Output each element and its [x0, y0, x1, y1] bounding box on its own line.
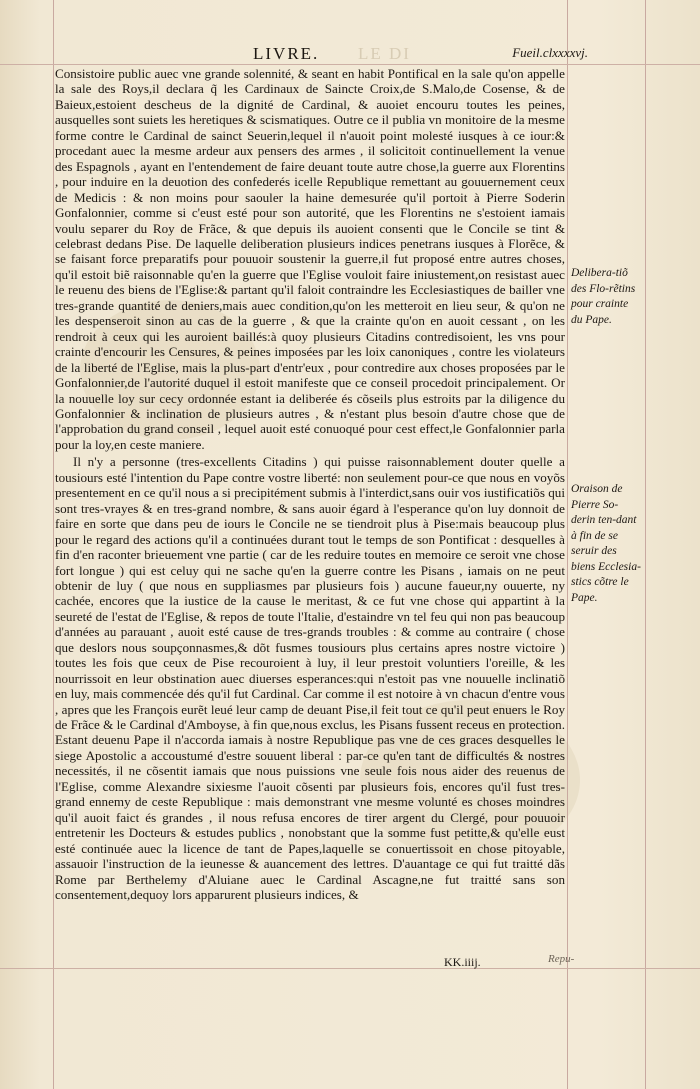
margin-note-deliberation: Delibera-tiõ des Flo-rẽtins pour crainte du Pape. — [571, 267, 636, 326]
show-through-title: LE DI — [358, 44, 411, 63]
running-title: LIVRE. — [253, 44, 320, 63]
page-header — [58, 44, 588, 66]
ruling-line-left — [53, 0, 54, 1089]
margin-note-oration: Oraison de Pierre So-derin ten-dant à fin de se seruir des biens Ecclesia-stics cõtre le Pape. — [571, 483, 641, 604]
catchword: Repu- — [548, 953, 575, 965]
main-text-block — [55, 66, 565, 902]
ruling-line-text-right — [567, 0, 568, 1089]
ruling-line-footer — [0, 968, 700, 969]
paragraph-oration: Il n'y a personne (tres-excellents Citadins ) qui puisse raisonnablement douter quelle a tousiours esté l'intention du Pape contre vostre liberté: non seulement pour-ce que nous en voyõs presentement en ce qu'il nous a si precipitément submis à l'interdict,sans ouir vos iustificatiõs qui sont tres-vrayes & en tres-grand nombre, & sans auoir égard à l'esperance qu'on luy donnoit de faire en sorte que dans peu de iours le Concile ne se tiendroit plus à Pise:mais beaucoup plus pour le regard des actions qu'il a continuées durant tout le temps de son Pontificat : desquelles à fin d'en raconter brieuement vne partie ( car de les reduire toutes en memoire ce seroit vne chose fort longue ) qui est celuy qui ne sache qu'en la guerre contre les Pisans , iamais on ne peut obtenir de luy ( que nous en suppliasmes par plusieurs fois ) aucune faueur,ny ouuerte, ny cachée, encores que la iustice de la cause le meritast, & ce fut vne chose qui appartint à la seureté de l'estat de l'Eglise, & repos de toute l'Italie, d'estaindre vn tel feu qui non pas beaucoup d'années au parauant , auoit esté cause de tres-grands troubles : & comme au contraire ( chose que deslors nous soupçonnasmes,& dõt fusmes tousiours plus certains apres nostre victoire ) toutes les fois que ceux de Pise recouroient à luy, il leur prestoit voluntiers l'oreille, & les nourrissoit en leur obstination auec diuerses esperances:qui n'estoit pas vne nouuelle inclinatiõ en luy, mais commencée dés qu'il fut Cardinal. Car comme il est notoire à vn chacun d'entre vous , apres que les François eurẽt leué leur camp de deuant Pise,il feit tout ce qu'il peut enuers le Roy de Frãce & le Cardinal d'Amboyse, à fin que,nous exclus, les Pisans fussent receus en protection. Estant deuenu Pape il n'accorda iamais à nostre Republique pas vne de ces graces desquelles le siege Apostolic a accoustumé d'estre souuent liberal : par-ce qu'en tant de difficultés & nostres necessités, il ne cõsentit iamais que nous puissions vne seule fois nous aider des reuenus de l'Eglise, comme Alexandre sixiesme l'auoit cõsenti par plusieurs fois, encores qu'il fust tres-grand ennemy de ceste Republique : mais demonstrant vne mesme volunté es choses moindres qu'il auoit faict és grandes , il nous refusa encores de tirer argent du Clergé, pour pouuoir entretenir les Docteurs & estudes publics , nonobstant que la somme fust petitte,& qu'elle eust esté continuée auec la licence de tant de Papes,laquelle se conuertissoit en chose pitoyable, assauoir l'instruction de la ieunesse & auancement des lettres. D'auantage ce qui fut traitté dãs Rome par Berthelemy d'Aluiane auec le Cardinal Ascagne,ne fut traitté sans son consentement,dequoy lors apparurent plusieurs indices, & — [55, 454, 565, 903]
paragraph-consistory: Consistoire public auec vne grande solennité, & seant en habit Pontifical en la sale qu'on appelle la sale des Roys,il declara q̃ les Cardinaux de Saincte Croix,de S.Malo,de Cosense, & de Baieux,estoient descheus de la dignité de Cardinal, & auoiet encouru toutes les peines, ausquelles sont suiets les heretiques & scismatiques. Outre ce il publia vn monitoire de la mesme forme contre le Cardinal de sainct Seuerin,lequel il n'auoit point molesté iusques à ce iour:& procedant auec la mesme ardeur aux pensers des armes , il solicitoit continuellement la venue des Espagnols , ayant en l'entendement de faire deuant toute autre chose,la guerre aux Florentins , pour induire en la deuotion des confederés icelle Republique remettant au gouuernement ceux de Medicis : & non moins pour saouler la haine demesurée qu'il portoit à Pierre Soderin Gonfalonnier, comme si c'eust esté pour son autorité, que les Florentins ne s'estoient iamais voulu separer du Roy de Frãce, & que depuis ils auoient consenti que le Concile se tint & celebrast dedans Pise. De laquelle deliberation plusieurs indices penetrans iusques à Florẽce, & se faisant force preparatifs pour pouuoir soustenir la guerre,il fut proposé entre autres choses, qu'il estoit biẽ raisonnable qu'en la guerre que l'Eglise vouloit faire iniustement,on resistast auec le reuenu des biens de l'Eglise:& partant qu'il faloit contraindre les Ecclesiastiques de bailler vne tres-grande quantité de deniers,mais auec condition,qu'on les metteroit en lieu seur, & qu'on ne les despenseroit sinon au cas de la guerre , & que la crainte qu'on en auoit cessant , on les rendroit à ceux qui les auroient baillés:à quoy plusieurs Citadins contredisoient, les vns pour crainte d'encourir les Censures, & peines imposées par les loix canoniques , contre les violateurs de la liberté de l'Eglise, mais la plus-part d'entr'eux , pour contredire aux choses proposées par le Gonfalonnier,de l'autorité duquel il estoit manifeste que ce conseil procedoit principalement. Or la nouuelle loy sur cecy ordonnée estant ia deliberée és cõseils plus estroits par la diligence du Gonfalonnier & inclination de plusieurs autres , & n'estant plus besoin d'autre chose que de l'approbation du grand conseil , lequel auoit esté conuoqué pour cest effect,le Gonfalonnier parla pour la loy,en ceste maniere. — [55, 66, 565, 452]
folio-number: Fueil.clxxxxvj. — [512, 45, 588, 60]
signature-mark: KK.iiij. — [444, 955, 481, 969]
ruling-line-margin-right — [645, 0, 646, 1089]
